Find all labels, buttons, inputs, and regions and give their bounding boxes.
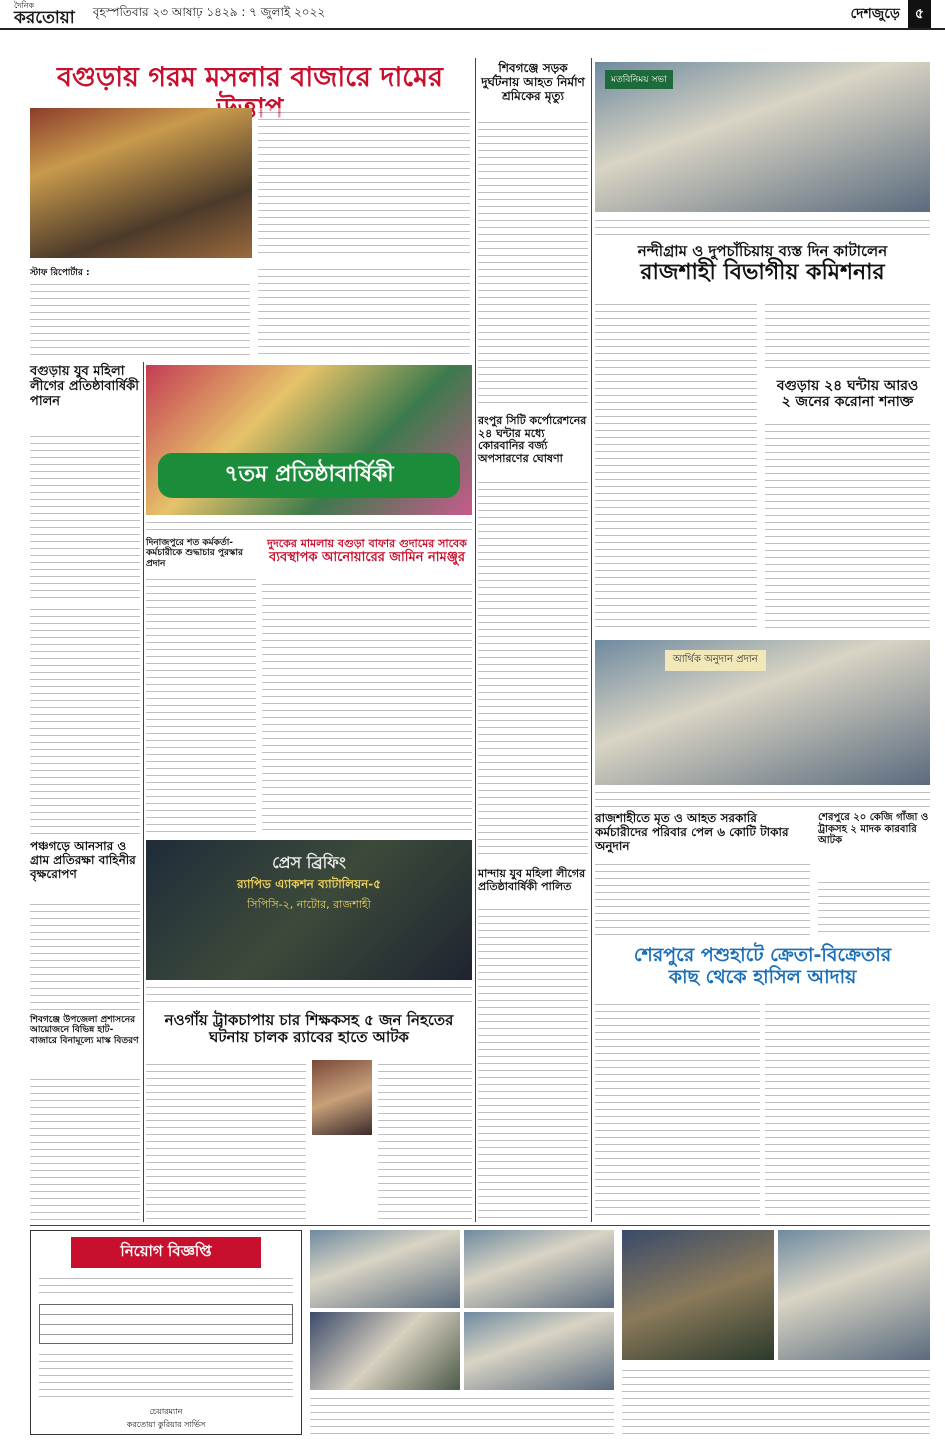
manday-headline: মান্দায় যুব মহিলা লীগের প্রতিষ্ঠাবার্ষিকী পালিত <box>478 867 586 893</box>
section-header <box>850 0 931 28</box>
spice-story-col2 <box>258 265 470 360</box>
bail-story-body <box>262 580 472 830</box>
signature-org: করতোয়া কুরিয়ার সার্ভিস <box>126 1420 206 1429</box>
masthead <box>0 0 945 30</box>
worker-headline-line3: শ্রমিকের মৃত্যু <box>502 88 564 103</box>
paper-name: করতোয়া <box>14 7 75 28</box>
rab-caption <box>146 983 472 1005</box>
haat-story-col2 <box>765 1000 930 1220</box>
gathering-photo-1 <box>622 1230 774 1360</box>
job-ad-table <box>39 1304 293 1344</box>
commissioner-story-col2 <box>765 300 930 372</box>
job-ad-notes <box>39 1350 293 1400</box>
naogaon-headline-line1: নওগাঁয় ট্রাকচাপায় চার শিক্ষকসহ ৫ জন নিহতের <box>164 1011 454 1029</box>
page-number: ৫ <box>908 0 931 28</box>
corona-headline-line1: বগুড়ায় ২৪ ঘন্টায় আরও <box>776 378 919 394</box>
naogaon-story-col1 <box>146 1060 306 1220</box>
press-briefing-title: প্রেস ব্রিফিং <box>272 853 346 872</box>
bail-headline-line1: দুদকের মামলায় বগুড়া বাফার গুদামের সাবেক <box>267 537 467 550</box>
jubo-headline: বগুড়ায় যুব মহিলা লীগের প্রতিষ্ঠাবার্ষিকী পালন <box>30 364 139 409</box>
sherpur-ganja-body <box>818 878 930 938</box>
spice-byline: স্টাফ রিপোর্টার : <box>30 268 90 278</box>
naogaon-headline-line2: ঘটনায় চালক র‍্যাবের হাতে আটক <box>209 1028 409 1047</box>
bail-headline <box>262 538 472 566</box>
anniversary-rally-photo <box>146 365 472 515</box>
meeting-caption <box>595 216 930 238</box>
mask-story-body <box>30 1075 140 1220</box>
section-rule <box>30 1225 930 1226</box>
corona-story-body <box>765 420 930 630</box>
signature-role: চেয়ারম্যান <box>149 1407 183 1416</box>
grant-headline: রাজশাহীতে মৃত ও আহত সরকারি কর্মচারীদের পরিবার পেল ৬ কোটি টাকার অনুদান <box>595 811 789 853</box>
grant-caption <box>595 788 930 808</box>
dinajpur-headline: দিনাজপুরে শত কর্মকর্তা-কর্মচারীকে শুদ্ধাচার পুরস্কার প্রদান <box>146 538 243 569</box>
jubo-story-body <box>30 432 140 602</box>
jubo-story-body-cont <box>30 605 140 835</box>
prayer-photo-4 <box>464 1312 614 1390</box>
worker-headline-line2: দুর্ঘটনায় আহত নির্মাণ <box>481 74 585 89</box>
rangpur-story-body <box>478 478 588 858</box>
commissioner-headline <box>595 243 930 286</box>
mask-headline: শিবগঞ্জে উপজেলা প্রশাসনের আয়োজনে বিভিন্ন হাট-বাজারে বিনামূল্যে মাস্ক বিতরণ <box>30 1015 139 1046</box>
ansar-headline: পঞ্চগড়ে আনসার ও গ্রাম প্রতিরক্ষা বাহিনীর বৃক্ষরোপণ <box>30 839 136 881</box>
spice-story-body <box>258 108 470 258</box>
job-ad-body <box>39 1274 293 1298</box>
meeting-banner: মতবিনিময় সভা <box>605 70 673 89</box>
bail-headline-line2: ব্যবস্থাপক আনোয়ারের জামিন নামঞ্জুর <box>268 549 466 565</box>
rab-banner: র‍্যাপিড এ্যাকশন ব্যাটালিয়ন-৫ <box>236 877 382 891</box>
job-ad-title: নিয়োগ বিজ্ঞপ্তি <box>71 1237 261 1268</box>
column-rule <box>143 362 144 1222</box>
spice-market-photo <box>30 108 252 258</box>
column-rule <box>591 58 592 1222</box>
naogaon-story-col2 <box>378 1060 472 1220</box>
grant-banner: আর্থিক অনুদান প্রদান <box>665 650 766 671</box>
column-rule <box>475 58 476 1222</box>
worker-story-body <box>478 118 588 408</box>
paper-label: দৈনিক <box>14 0 35 10</box>
worker-headline-line1: শিবগঞ্জে সড়ক <box>498 61 568 75</box>
grant-ceremony-photo <box>595 640 930 785</box>
haat-headline <box>595 945 930 989</box>
prayer-photo-1 <box>310 1230 460 1308</box>
spice-story-col1 <box>30 280 250 360</box>
commissioner-headline-line2: রাজশাহী বিভাগীয় কমিশনার <box>640 260 885 286</box>
section-name: দেশজুড়ে <box>850 6 900 22</box>
gathering-caption <box>622 1366 930 1436</box>
prayer-photo-3 <box>310 1312 460 1390</box>
meeting-photo <box>595 62 930 212</box>
dateline: বৃহস্পতিবার ২৩ আষাঢ় ১৪২৯ : ৭ জুলাই ২০২২ <box>92 5 326 19</box>
haat-headline-line2: কাছ থেকে হাসিল আদায় <box>668 965 857 988</box>
spice-headline: বগুড়ায় গরম মসলার বাজারে দামের <box>56 62 443 93</box>
corona-headline <box>765 378 930 410</box>
prayer-photo-2 <box>464 1230 614 1308</box>
ansar-story-body <box>30 900 140 1010</box>
haat-headline-line1: শেরপুরে পশুহাটে ক্রেতা-বিক্রেতার <box>633 944 892 966</box>
job-ad-signature <box>31 1406 301 1432</box>
sherpur-ganja-headline: শেরপুরে ২০ কেজি গাঁজা ও ট্রাকসহ ২ মাদক কারবারি আটক <box>818 812 929 846</box>
gathering-photo-2 <box>778 1230 930 1360</box>
corona-headline-line2: ২ জনের করোনা শনাক্ত <box>781 394 914 411</box>
prayer-caption <box>310 1394 614 1436</box>
manday-story-body <box>478 905 588 1220</box>
dinajpur-story-body <box>146 575 256 835</box>
commissioner-story-col1 <box>595 300 757 630</box>
rangpur-headline: রংপুর সিটি কর্পোরেশনের ২৪ ঘন্টার মধ্যে কোরবানির বর্জ্য অপসারণের ঘোষণা <box>478 414 587 465</box>
haat-story-col1 <box>595 1000 760 1220</box>
job-ad-box <box>30 1230 302 1435</box>
anniversary-banner: ৭তম প্রতিষ্ঠাবার্ষিকী <box>158 453 460 498</box>
worker-headline <box>478 62 588 103</box>
newspaper-logo <box>14 2 75 27</box>
rally-caption <box>146 518 472 530</box>
rab-location: সিপিসি-২, নাটোর, রাজশাহী <box>247 898 371 911</box>
driver-photo <box>312 1060 372 1135</box>
rab-press-briefing-photo <box>146 840 472 980</box>
naogaon-headline <box>146 1012 472 1047</box>
grant-story-body <box>595 860 810 940</box>
commissioner-headline-line1: নন্দীগ্রাম ও দুপচাঁচিয়ায় ব্যস্ত দিন কাটালেন <box>637 242 888 260</box>
